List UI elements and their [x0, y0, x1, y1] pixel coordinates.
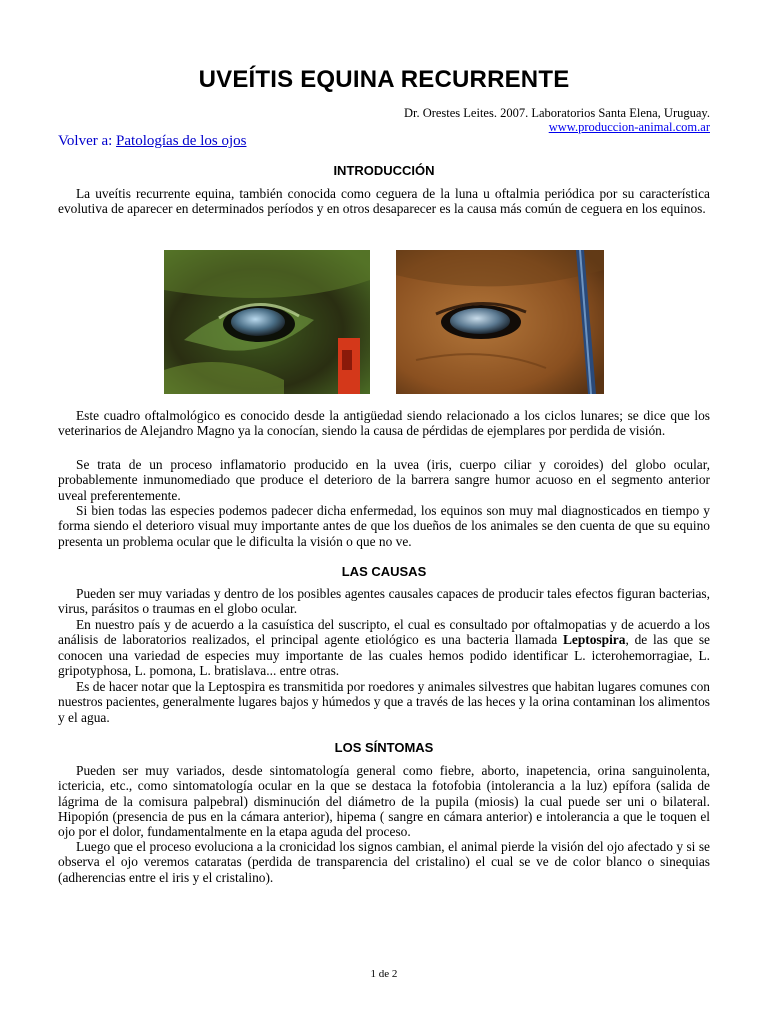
photo-eye-left — [164, 250, 370, 394]
back-prefix: Volver a: — [58, 133, 117, 149]
paragraph-intro-3: Se trata de un proceso inflamatorio producido en la uvea (iris, cuerpo ciliar y coroides) del globo ocular, probablemente inmunomediado que produce el deterioro de la barrera sangre humor acuoso en el segmento anterior uveal preferentemente. — [58, 457, 710, 503]
paragraph-intro-2: Este cuadro oftalmológico es conocido desde la antigüedad siendo relacionado a los ciclos lunares; se dice que los veterinarios de Alejandro Magno ya la conocían, siendo la causa de pérdidas de ejemplares por perdida de visión. — [58, 408, 710, 439]
heading-las-causas: LAS CAUSAS — [341, 564, 427, 579]
author-line: Dr. Orestes Leites. 2007. Laboratorios Santa Elena, Uruguay. — [403, 106, 710, 120]
back-link-patologias[interactable]: Patologías de los ojos — [116, 133, 247, 149]
paragraph-causas-3: Es de hacer notar que la Leptospira es transmitida por roedores y animales silvestres que habitan lugares comunes con nuestros pacientes, generalmente lugares bajos y húmedos y que a través de las heces y la orina contaminan los alimentos y el agua. — [58, 679, 710, 725]
leptospira-term: Leptospira — [562, 632, 626, 648]
paragraph-sintomas-2: Luego que el proceso evoluciona a la cronicidad los signos cambian, el animal pierde la visión del ojo afectado y si se observa el ojo veremos cataratas (perdida de transparencia del cristalino) el cual se ve de color blanco o sinequias (adherencias entre el iris y el cristalino). — [58, 839, 710, 885]
paragraph-causas-1: Pueden ser muy variadas y dentro de los posibles agentes causales capaces de producir tales efectos figuran bacterias, virus, parásitos o traumas en el globo ocular. — [58, 586, 710, 617]
page-number: 1 de 2 — [370, 968, 398, 980]
paragraph-causas-2: En nuestro país y de acuerdo a la casuística del suscripto, el cual es consultado por oftalmopatias y de acuerdo a los análisis de laboratorios realizados, el principal agente etiológico es una bacteria llamada Leptospira, de las que se conocen una variedad de especies muy importante de las cuales hemos podido identificar L. icterohemorragiae, L. gripotyphosa, L. pomona, L. bratislava... entre otras. — [58, 617, 710, 678]
heading-los-sintomas: LOS SÍNTOMAS — [334, 740, 434, 755]
back-navigation — [58, 133, 246, 150]
document-title: UVEÍTIS EQUINA RECURRENTE — [198, 66, 570, 93]
paragraph-intro-4: Si bien todas las especies podemos padecer dicha enfermedad, los equinos son muy mal diagnosticados en tiempo y forma siendo el deterioro visual muy importante antes de que los dueños de los animales se den cuenta de que su equino presenta un problema ocular que le dificulta la visión o que no ve. — [58, 503, 710, 549]
photo-eye-right — [396, 250, 604, 394]
source-url-link[interactable]: www.produccion-animal.com.ar — [548, 120, 710, 134]
heading-introduccion: INTRODUCCIÓN — [333, 163, 435, 178]
paragraph-intro-1: La uveítis recurrente equina, también conocida como ceguera de la luna u oftalmia periódica por su característica evolutiva de aparecer en determinados períodos y en otros desaparecer es la causa más común de ceguera en los equinos. — [58, 186, 710, 217]
paragraph-sintomas-1: Pueden ser muy variados, desde sintomatología general como fiebre, aborto, inapetencia, orina sanguinolenta, ictericia, etc., como sintomatología ocular en la que se destaca la fotofobia (intolerancia a la luz) epífora (salida de lágrima de la comisura palpebral) disminución del diámetro de la pupila (miosis) la cual puede ser uni o bilateral. Hipopión (presencia de pus en la cámara anterior), hipema ( sangre en cámara anterior) e intolerancia a que le toquen el ojo por el dolor, fundamentalmente en la etapa aguda del proceso. — [58, 763, 710, 840]
